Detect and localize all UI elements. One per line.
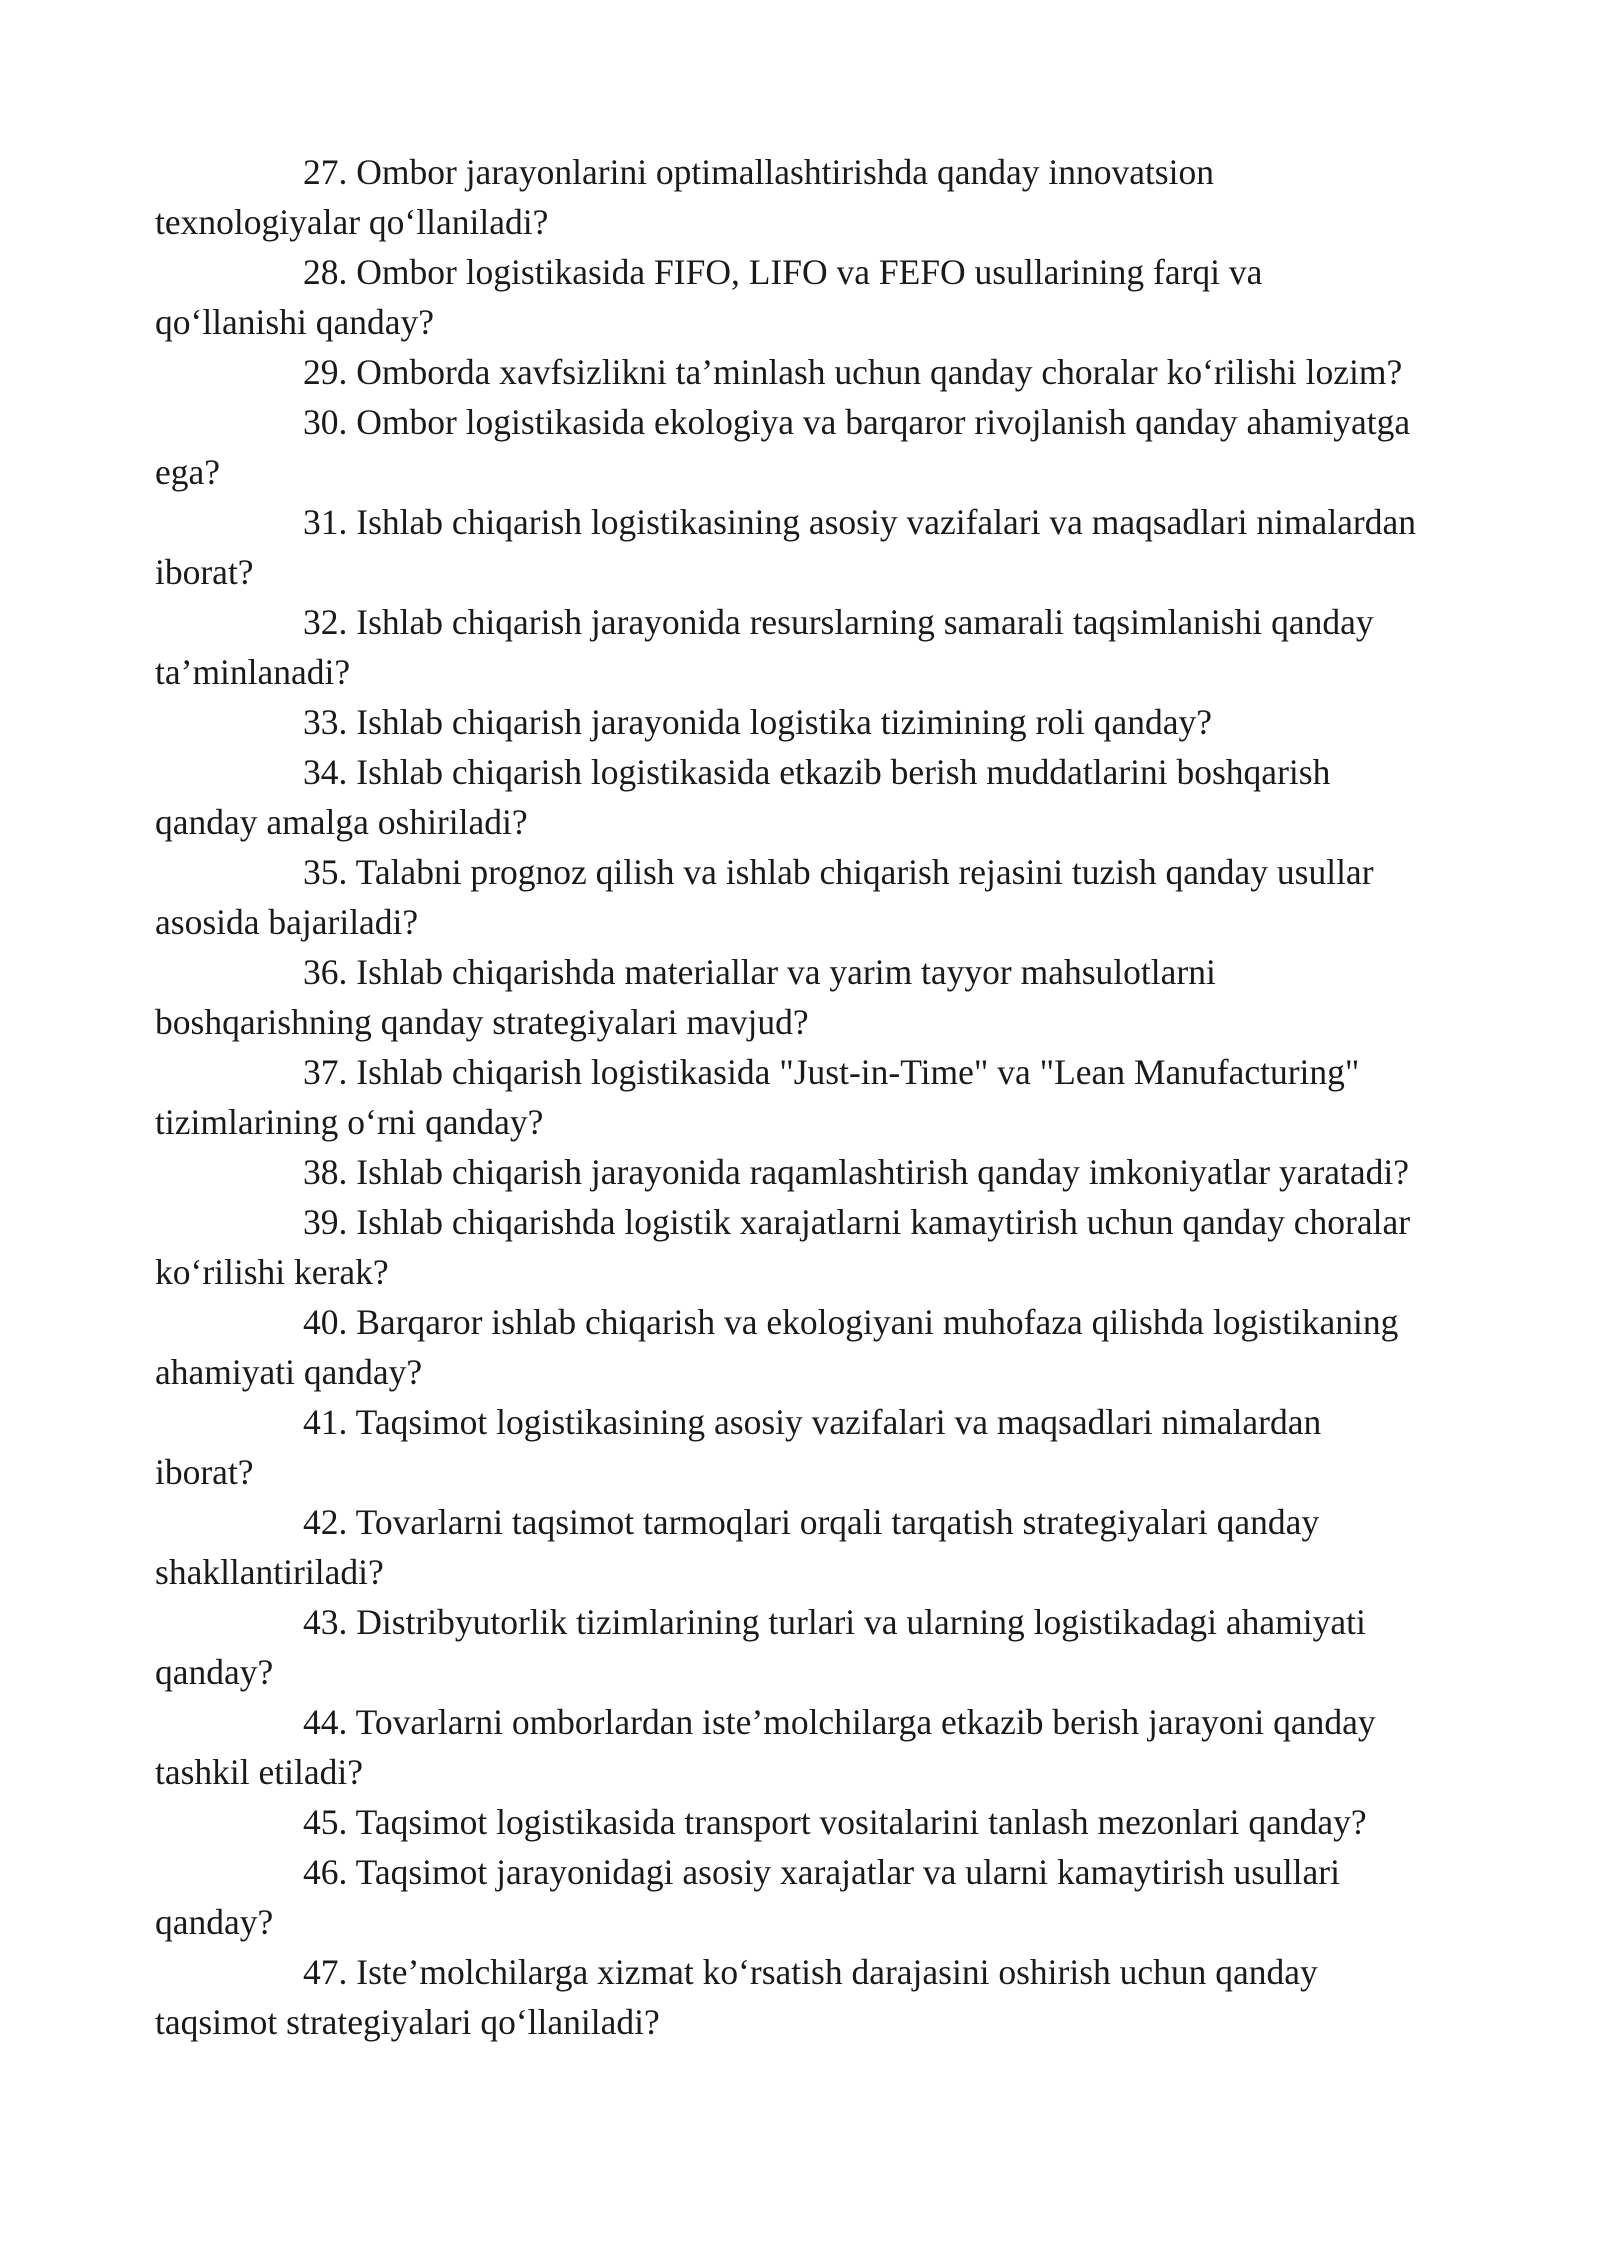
question-item [155,1697,1499,1797]
question-text-continuation: qo‘llanishi qanday? [155,302,434,342]
question-text-line: 40. Barqaror ishlab chiqarish va ekologiyani muhofaza qilishda logistikaning [303,1302,1399,1342]
question-text-line: 32. Ishlab chiqarish jarayonida resurslarning samarali taqsimlanishi qanday [303,602,1374,642]
question-text-line: 43. Distribyutorlik tizimlarining turlari va ularning logistikadagi ahamiyati [303,1602,1366,1642]
question-item [155,947,1499,1047]
question-item [155,1947,1499,2047]
question-text-continuation: ega? [155,452,221,492]
question-text-continuation: boshqarishning qanday strategiyalari mavjud? [155,1002,809,1042]
question-item [229,347,1499,397]
question-text-continuation: ko‘rilishi kerak? [155,1252,389,1292]
question-text-continuation: ahamiyati qanday? [155,1352,423,1392]
question-text-continuation: iborat? [155,1452,254,1492]
question-item [155,1047,1499,1147]
question-text-continuation: shakllantiriladi? [155,1552,384,1592]
question-item [155,1297,1499,1397]
question-item [229,697,1499,747]
question-item [155,597,1499,697]
question-item [155,1197,1499,1297]
question-text-continuation: asosida bajariladi? [155,902,419,942]
question-text-line: 42. Tovarlarni taqsimot tarmoqlari orqali tarqatish strategiyalari qanday [303,1502,1320,1542]
question-text-continuation: taqsimot strategiyalari qo‘llaniladi? [155,2002,660,2042]
question-text-line: 39. Ishlab chiqarishda logistik xarajatlarni kamaytirish uchun qanday choralar [303,1202,1411,1242]
question-text-line: 30. Ombor logistikasida ekologiya va barqaror rivojlanish qanday ahamiyatga [303,402,1411,442]
question-item [155,397,1499,497]
question-text-line: 35. Talabni prognoz qilish va ishlab chiqarish rejasini tuzish qanday usullar [303,852,1374,892]
question-item [155,147,1499,247]
question-item [155,1497,1499,1597]
question-item [155,1847,1499,1947]
question-text-line: 27. Ombor jarayonlarini optimallashtirishda qanday innovatsion [303,152,1214,192]
question-text-continuation: texnologiyalar qo‘llaniladi? [155,202,549,242]
question-text-line: 34. Ishlab chiqarish logistikasida etkazib berish muddatlarini boshqarish [303,752,1331,792]
question-item [155,1597,1499,1697]
question-text-line: 45. Taqsimot logistikasida transport vositalarini tanlash mezonlari qanday? [303,1802,1367,1842]
question-item [155,247,1499,347]
question-text-line: 38. Ishlab chiqarish jarayonida raqamlashtirish qanday imkoniyatlar yaratadi? [303,1152,1410,1192]
question-text-line: 33. Ishlab chiqarish jarayonida logistika tizimining roli qanday? [303,702,1212,742]
question-text-line: 46. Taqsimot jarayonidagi asosiy xarajatlar va ularni kamaytirish usullari [303,1852,1340,1892]
question-text-line: 37. Ishlab chiqarish logistikasida "Just-in-Time" va "Lean Manufacturing" [303,1052,1360,1092]
question-text-line: 31. Ishlab chiqarish logistikasining asosiy vazifalari va maqsadlari nimalardan [303,502,1417,542]
question-text-continuation: qanday? [155,1902,274,1942]
question-item [155,1397,1499,1497]
question-text-continuation: tizimlarining o‘rni qanday? [155,1102,544,1142]
question-text-continuation: ta’minlanadi? [155,652,351,692]
question-text-continuation: iborat? [155,552,254,592]
question-text-continuation: qanday amalga oshiriladi? [155,802,528,842]
question-item [229,1147,1499,1197]
question-text-line: 29. Omborda xavfsizlikni ta’minlash uchun qanday choralar ko‘rilishi lozim? [303,352,1403,392]
question-item [155,847,1499,947]
question-item [155,497,1499,597]
question-item [229,1797,1499,1847]
question-text-line: 41. Taqsimot logistikasining asosiy vazifalari va maqsadlari nimalardan [303,1402,1322,1442]
question-text-line: 44. Tovarlarni omborlardan iste’molchilarga etkazib berish jarayoni qanday [303,1702,1376,1742]
question-text-continuation: tashkil etiladi? [155,1752,364,1792]
question-item [155,747,1499,847]
question-text-continuation: qanday? [155,1652,274,1692]
question-text-line: 28. Ombor logistikasida FIFO, LIFO va FEFO usullarining farqi va [303,252,1263,292]
question-list [155,147,1499,2047]
question-text-line: 36. Ishlab chiqarishda materiallar va yarim tayyor mahsulotlarni [303,952,1216,992]
question-text-line: 47. Iste’molchilarga xizmat ko‘rsatish darajasini oshirish uchun qanday [303,1952,1318,1992]
